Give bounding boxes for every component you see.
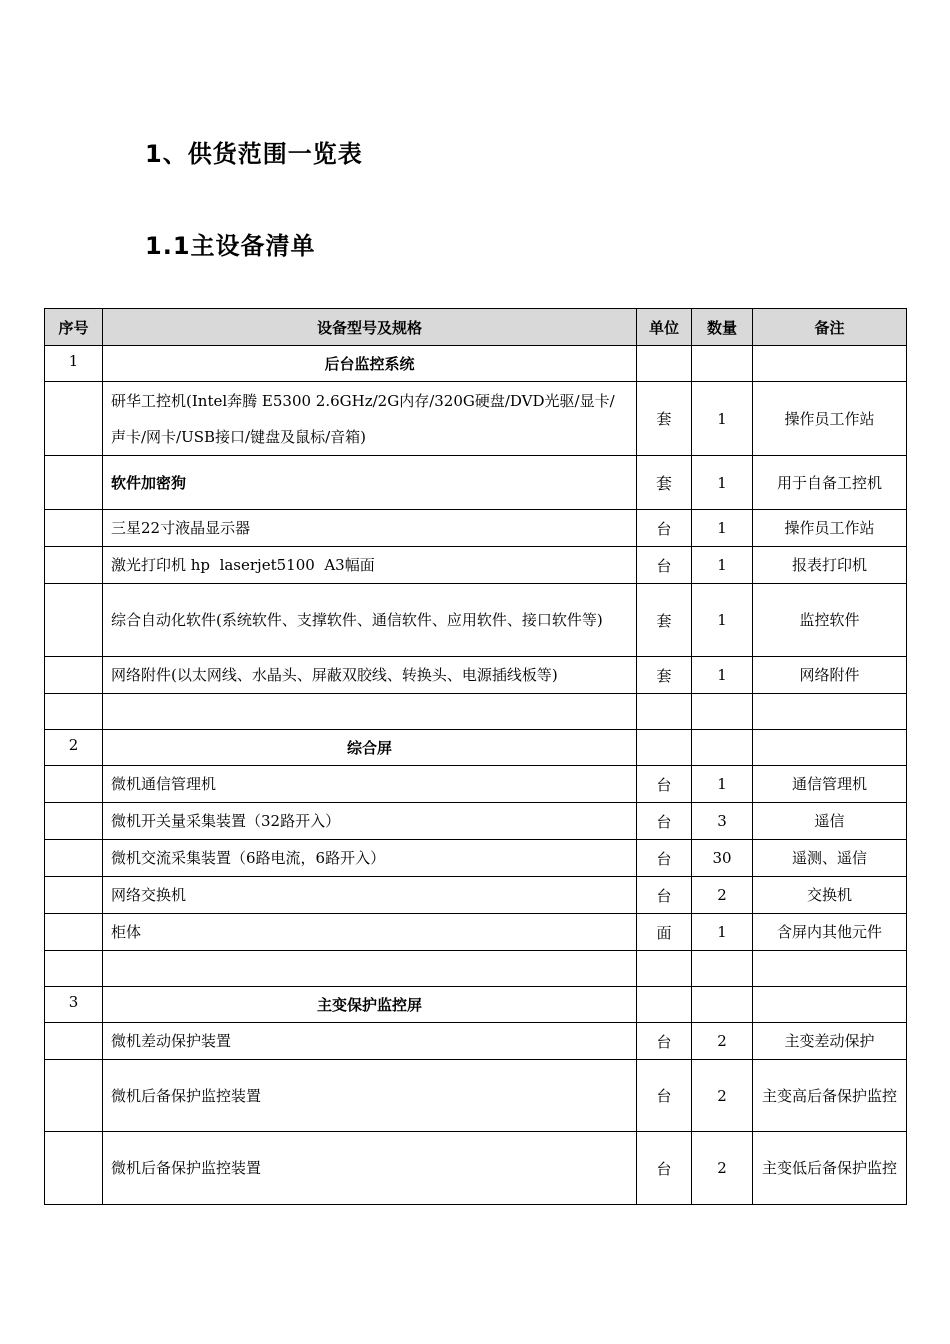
item-desc: 微机交流采集装置（6路电流，6路开入）: [103, 840, 637, 877]
item-qty: 2: [692, 1132, 753, 1205]
item-unit: 套: [637, 456, 692, 510]
item-qty: 1: [692, 547, 753, 584]
empty-cell: [45, 694, 103, 730]
table-header-row: [45, 309, 907, 346]
item-desc: 软件加密狗: [103, 456, 637, 510]
item-qty: 1: [692, 766, 753, 803]
item-note: 主变高后备保护监控: [753, 1060, 907, 1132]
item-unit: 台: [637, 1023, 692, 1060]
header-unit: 单位: [637, 309, 692, 346]
item-desc: 微机差动保护装置: [103, 1023, 637, 1060]
empty-cell: [692, 694, 753, 730]
table-row: [45, 657, 907, 694]
empty-cell: [753, 951, 907, 987]
empty-cell: [637, 987, 692, 1023]
item-unit: 台: [637, 766, 692, 803]
empty-cell: [753, 730, 907, 766]
heading-supply-scope: 1、供货范围一览表: [145, 140, 363, 168]
section-row: [45, 346, 907, 382]
item-desc: 微机后备保护监控装置: [103, 1060, 637, 1132]
item-desc: 微机开关量采集装置（32路开入）: [103, 803, 637, 840]
table-row: [45, 1060, 907, 1132]
item-desc: 网络附件(以太网线、水晶头、屏蔽双胶线、转换头、电源插线板等): [103, 657, 637, 694]
section-title: 综合屏: [103, 730, 637, 766]
empty-cell: [45, 951, 103, 987]
item-qty: 2: [692, 877, 753, 914]
table-row: [45, 766, 907, 803]
item-unit: 台: [637, 1060, 692, 1132]
table-row: [45, 382, 907, 456]
item-note: 主变差动保护: [753, 1023, 907, 1060]
item-note: 主变低后备保护监控: [753, 1132, 907, 1205]
table-row: [45, 877, 907, 914]
empty-cell: [45, 766, 103, 803]
item-qty: 1: [692, 584, 753, 657]
empty-cell: [45, 456, 103, 510]
empty-cell: [45, 914, 103, 951]
empty-cell: [45, 803, 103, 840]
table-row: [45, 803, 907, 840]
header-no: 序号: [45, 309, 103, 346]
section-number: 2: [45, 730, 103, 766]
table-row: [45, 456, 907, 510]
item-desc: 网络交换机: [103, 877, 637, 914]
item-desc: 微机通信管理机: [103, 766, 637, 803]
empty-cell: [45, 584, 103, 657]
empty-cell: [637, 694, 692, 730]
item-note: 含屏内其他元件: [753, 914, 907, 951]
section-number: 1: [45, 346, 103, 382]
item-note: 通信管理机: [753, 766, 907, 803]
item-qty: 1: [692, 456, 753, 510]
item-desc: 研华工控机(Intel奔腾 E5300 2.6GHz/2G内存/320G硬盘/DVD光驱/显卡/声卡/网卡/USB接口/键盘及鼠标/音箱): [103, 382, 637, 456]
item-unit: 台: [637, 840, 692, 877]
empty-cell: [753, 346, 907, 382]
item-note: 交换机: [753, 877, 907, 914]
item-qty: 1: [692, 914, 753, 951]
item-qty: 1: [692, 382, 753, 456]
empty-cell: [637, 730, 692, 766]
item-desc: 激光打印机 hp laserjet5100 A3幅面: [103, 547, 637, 584]
table-row: [45, 840, 907, 877]
empty-cell: [753, 987, 907, 1023]
empty-cell: [692, 987, 753, 1023]
item-unit: 台: [637, 1132, 692, 1205]
item-unit: 套: [637, 584, 692, 657]
empty-cell: [45, 657, 103, 694]
table-row: [45, 914, 907, 951]
item-note: 操作员工作站: [753, 510, 907, 547]
item-note: 网络附件: [753, 657, 907, 694]
item-unit: 套: [637, 657, 692, 694]
table-row: [45, 1132, 907, 1205]
blank-row: [45, 694, 907, 730]
item-note: 遥信: [753, 803, 907, 840]
item-desc: 柜体: [103, 914, 637, 951]
item-note: 监控软件: [753, 584, 907, 657]
empty-cell: [45, 1023, 103, 1060]
section-number: 3: [45, 987, 103, 1023]
empty-cell: [45, 510, 103, 547]
item-unit: 台: [637, 547, 692, 584]
item-qty: 2: [692, 1023, 753, 1060]
table-row: [45, 584, 907, 657]
item-qty: 30: [692, 840, 753, 877]
table-row: [45, 547, 907, 584]
item-unit: 台: [637, 803, 692, 840]
empty-cell: [753, 694, 907, 730]
section-row: [45, 730, 907, 766]
item-desc: 微机后备保护监控装置: [103, 1132, 637, 1205]
blank-row: [45, 951, 907, 987]
empty-cell: [637, 346, 692, 382]
header-qty: 数量: [692, 309, 753, 346]
heading-main-equipment-list: 1.1主设备清单: [145, 232, 316, 260]
item-note: 报表打印机: [753, 547, 907, 584]
item-qty: 3: [692, 803, 753, 840]
item-qty: 1: [692, 510, 753, 547]
item-note: 遥测、遥信: [753, 840, 907, 877]
empty-cell: [103, 694, 637, 730]
empty-cell: [692, 730, 753, 766]
empty-cell: [103, 951, 637, 987]
item-unit: 台: [637, 510, 692, 547]
item-note: 用于自备工控机: [753, 456, 907, 510]
empty-cell: [45, 382, 103, 456]
table-row: [45, 510, 907, 547]
empty-cell: [45, 840, 103, 877]
table-row: [45, 1023, 907, 1060]
empty-cell: [45, 1132, 103, 1205]
section-title: 主变保护监控屏: [103, 987, 637, 1023]
empty-cell: [45, 877, 103, 914]
item-unit: 台: [637, 877, 692, 914]
item-qty: 1: [692, 657, 753, 694]
equipment-table: [44, 308, 907, 1205]
item-qty: 2: [692, 1060, 753, 1132]
item-desc: 综合自动化软件(系统软件、支撑软件、通信软件、应用软件、接口软件等): [103, 584, 637, 657]
section-title: 后台监控系统: [103, 346, 637, 382]
item-note: 操作员工作站: [753, 382, 907, 456]
empty-cell: [637, 951, 692, 987]
header-note: 备注: [753, 309, 907, 346]
empty-cell: [45, 1060, 103, 1132]
empty-cell: [692, 951, 753, 987]
item-unit: 面: [637, 914, 692, 951]
item-unit: 套: [637, 382, 692, 456]
section-row: [45, 987, 907, 1023]
header-spec: 设备型号及规格: [103, 309, 637, 346]
empty-cell: [45, 547, 103, 584]
empty-cell: [692, 346, 753, 382]
item-desc: 三星22寸液晶显示器: [103, 510, 637, 547]
